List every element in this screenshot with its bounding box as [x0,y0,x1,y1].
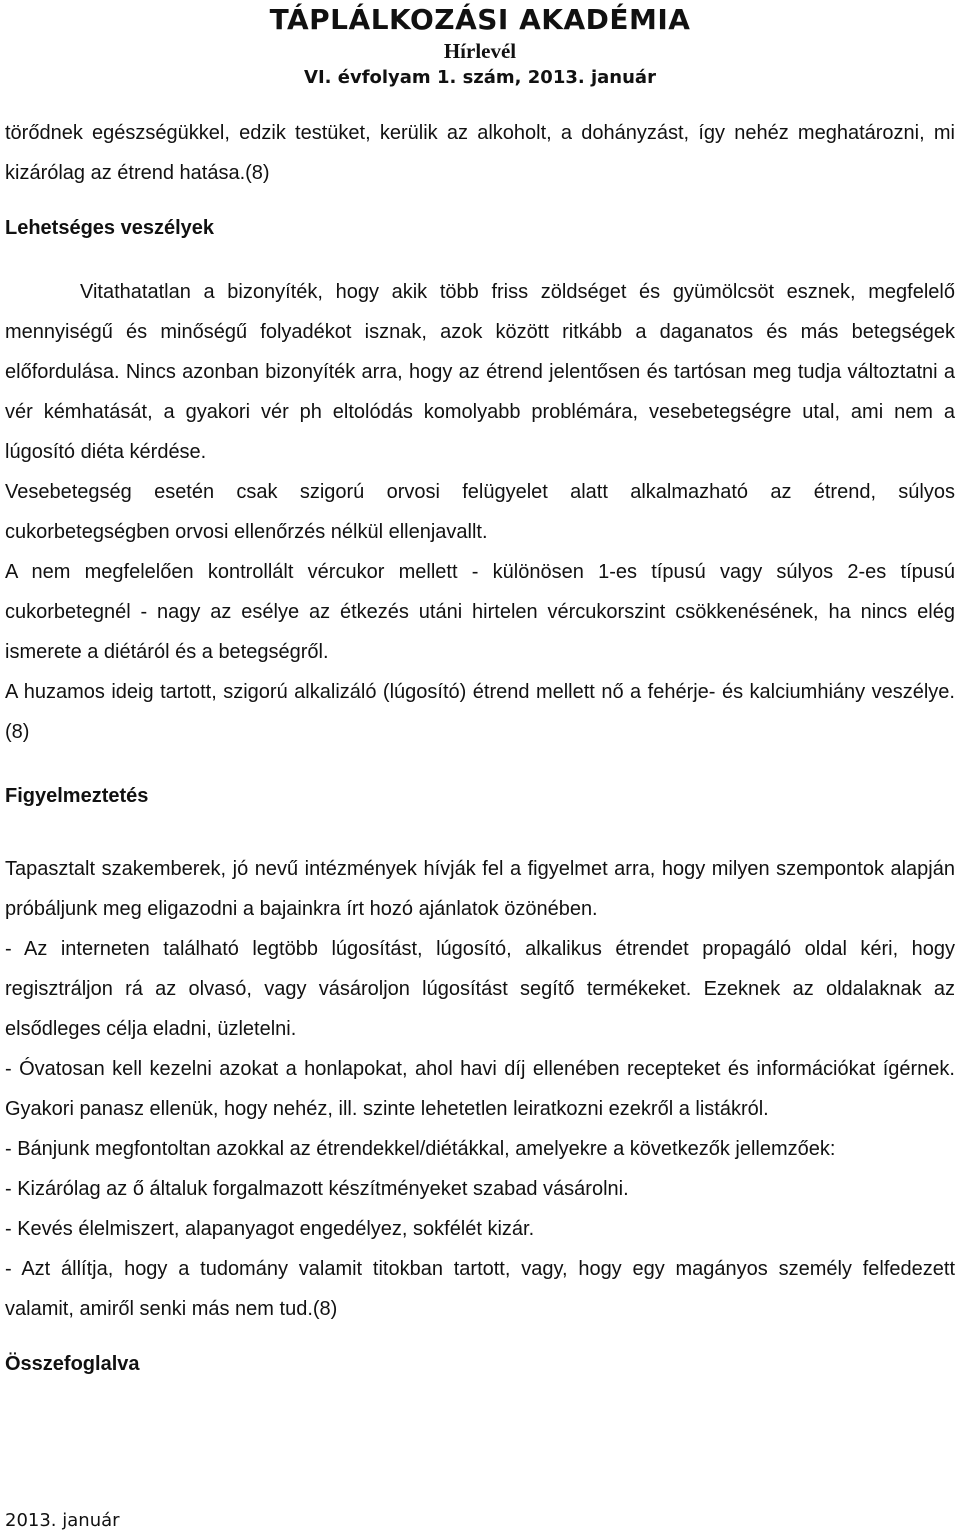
issue-info: VI. évfolyam 1. szám, 2013. január [304,67,656,88]
list-item-registration: - Az interneten található legtöbb lúgosítást, lúgosító, alkalikus étrendet propagáló oldal kéri, hogy regisztráljon rá az olvasó, vagy vásároljon lúgosítást segítő termékeket. Ezeknek az oldalaknak az elsődleges célja eladni, üzletelni. [5,938,955,1040]
list-item-exclusive-products: - Kizárólag az ő általuk forgalmazott készítményeket szabad vásárolni. [5,1178,629,1200]
paragraph-diabetes: A nem megfelelően kontrollált vércukor mellett - különösen 1-es típusú vagy súlyos 2-es típusú cukorbetegnél - nagy az esélye az étkezés utáni hirtelen vércukorszint csökkenésének, ha nincs elég ismerete a diétáról és a betegségről. [5,561,955,663]
newsletter-subtitle: Hírlevél [443,39,517,63]
newsletter-title: TÁPLÁLKOZÁSI AKADÉMIA [269,3,691,36]
list-item-subscriptions: - Óvatosan kell kezelni azokat a honlapokat, ahol havi díj ellenében recepteket és információkat ígérnek. Gyakori panasz ellenük, hogy nehéz, ill. szinte lehetetlen leiratkozni ezekről a listákról. [5,1058,955,1120]
list-item-restrictive: - Kevés élelmiszert, alapanyagot engedélyez, sokfélét kizár. [5,1218,535,1240]
paragraph-deficiency: A huzamos ideig tartott, szigorú alkalizáló (lúgosító) étrend mellett nő a fehérje- és kalciumhiány veszélye. (8) [5,681,955,743]
paragraph-continuation: törődnek egészségükkel, edzik testüket, kerülik az alkoholt, a dohányzást, így nehéz meghatározni, mi kizárólag az étrend hatása.(8) [5,122,955,184]
section-heading-warning: Figyelmeztetés [5,785,149,807]
footer-date: 2013. január [5,1510,120,1531]
paragraph-kidney: Vesebetegség esetén csak szigorú orvosi felügyelet alatt alkalmazható az étrend, súlyos cukorbetegségben orvosi ellenőrzés nélkül ellenjavallt. [5,481,955,543]
paragraph-experts: Tapasztalt szakemberek, jó nevű intézmények hívják fel a figyelmet arra, hogy milyen szempontok alapján próbáljunk meg eligazodni a bajainkra írt hozó ajánlatok özönében. [5,858,955,920]
section-heading-risks: Lehetséges veszélyek [5,217,215,239]
list-item-secret-claims: - Azt állítja, hogy a tudomány valamit titokban tartott, vagy, hogy egy magányos személy felfedezett valamit, amiről senki más nem tud.(8) [5,1258,955,1320]
article-body [5,113,955,1384]
section-heading-summary: Összefoglalva [5,1353,140,1375]
paragraph-evidence: Vitathatatlan a bizonyíték, hogy akik több friss zöldséget és gyümölcsöt esznek, megfelelő mennyiségű és minőségű folyadékot isznak, azok között ritkább a daganatos és más betegségek előfordulása. Nincs azonban bizonyíték arra, hogy az étrend jelentősen és tartósan meg tudja változtatni a vér kémhatását, a gyakori vér ph eltolódás komolyabb problémára, vesebetegségre utal, ami nem a lúgosító diéta kérdése. [5,281,955,463]
list-item-diets: - Bánjunk megfontoltan azokkal az étrendekkel/diétákkal, amelyekre a következők jellemzőek: [5,1138,836,1160]
